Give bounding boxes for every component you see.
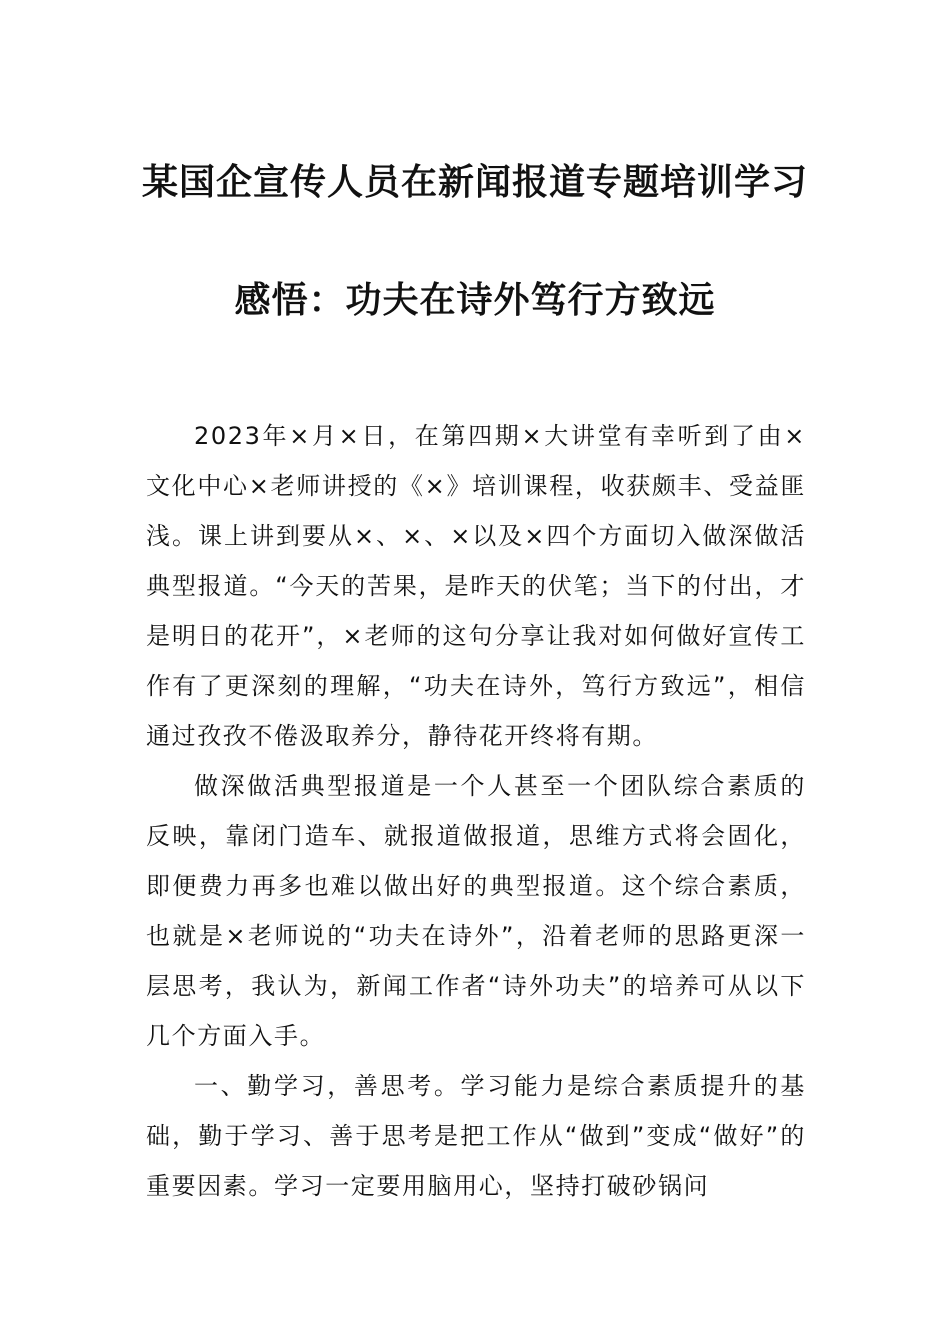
document-body xyxy=(146,411,806,1211)
paragraph: 2023年×月×日，在第四期×大讲堂有幸听到了由×文化中心×老师讲授的《×》培训课程，收获颇丰、受益匪浅。课上讲到要从×、×、×以及×四个方面切入做深做活典型报道。“今天的苦果，是昨天的伏笔；当下的付出，才是明日的花开”，×老师的这句分享让我对如何做好宣传工作有了更深刻的理解，“功夫在诗外，笃行方致远”，相信通过孜孜不倦汲取养分，静待花开终将有期。 xyxy=(146,422,806,750)
document-title-line-2: 感悟：功夫在诗外笃行方致远 xyxy=(234,279,716,321)
paragraph: 一、勤学习，善思考。学习能力是综合素质提升的基础，勤于学习、善于思考是把工作从“做到”变成“做好”的重要因素。学习一定要用脑用心，坚持打破砂锅问 xyxy=(146,1072,806,1200)
document-title-line-1: 某国企宣传人员在新闻报道专题培训学习 xyxy=(141,161,808,203)
paragraph: 做深做活典型报道是一个人甚至一个团队综合素质的反映，靠闭门造车、就报道做报道，思维方式将会固化，即便费力再多也难以做出好的典型报道。这个综合素质，也就是×老师说的“功夫在诗外”，沿着老师的思路更深一层思考，我认为，新闻工作者“诗外功夫”的培养可从以下几个方面入手。 xyxy=(146,772,806,1050)
